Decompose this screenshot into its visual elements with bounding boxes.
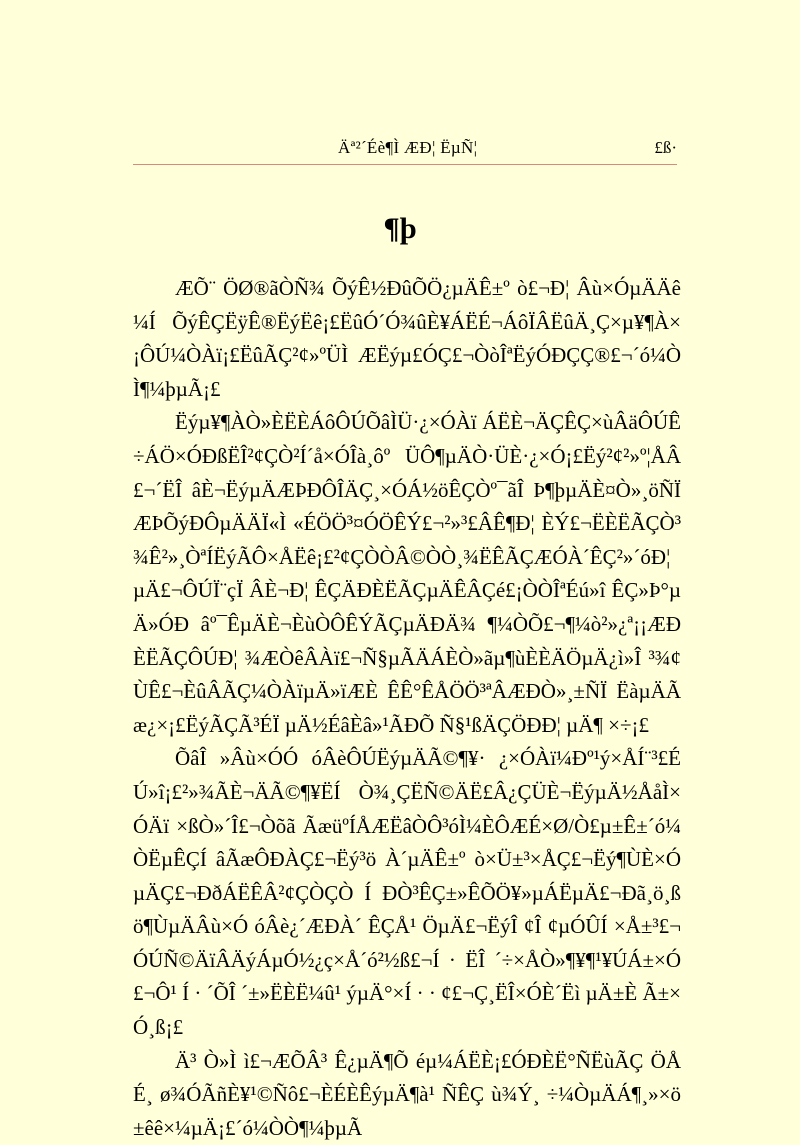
paragraph: Ëýµ¥¶ÀÒ»ÈËÈÁôÔÚÕâÌÜ·¿×ÓÀï ÁËÈ¬ÄÇÊÇ×ùÂäÔÚÊ÷ÁÖ×ÓÐßËÎ²¢ÇÒ²Í´å×ÓÎà¸ôº ÜÔ¶µÄÒ·ÜÈ·¿×Ó¡£Ëý²¢²»º¦ÅÂ£¬´ËÎ âÈ¬ËýµÄÆÞÐÔÎÄÇ¸×ÓÁ½öÊÇÒº¯ãÎ Þ¶þµÄÈ¤Ò»¸öÑÏÆÞÕýÐÔµÄÄÏ«Ì «ÉÖÖ³¤ÓÖÊÝ£¬²»³£ÂÊ¶Ð¦ ÈÝ£¬ËÈËÃÇÒ³¾Ê²»¸ÒªÍËýÃÔ×ÅËê¡£²¢ÇÒÒÂ©ÒÒ¸¾ËÊÃÇÆÓÀ´ÊÇ²»´óÐ¦ µÄ£¬ÔÚÏ¨çÏ ÂÈ¬Ð¦ ÊÇÄÐÈËÃÇµÄÊÂÇé£¡ÒÒÎªÉú»î ÊÇ»Þ°µÄ»ÓÐ âº¯ÊµÄÈ¬ÈùÒÔÊÝÃÇµÄÐÄ¾ ¶¼ÒÕ£¬¶¼ò²»¿ª¡¡ÆÐÈËÃÇÔÚÐ¦ ¾ÆÒêÂÀï£¬Ñ§µÃÄÁÈÒ»ãµ¶ùÈÈÄÖµÄ¿ì»Î ³¾¢ÙÊ£¬ÈûÂÃÇ¼ÒÀïµÄ»ïÆÈ ÊÊ°ÊÅÖÖ³ªÂÆÐÒ»¸±ÑÏ ËàµÄÃæ¿×¡£ËýÃÇÃ³ÉÏ µÄ½ÉâÈâ»¹ÃÐÕ Ñ§¹ßÄÇÖÐÐ¦ µÄ¶ ×÷¡£	[133, 410, 681, 737]
running-header-title: Äª²´Éè¶Ì ÆÐ¦ ËµÑ¦	[338, 138, 478, 157]
running-header	[133, 132, 677, 162]
body-text	[133, 272, 681, 1145]
chapter-heading: ¶þ	[383, 212, 417, 245]
page-number: £ß·	[654, 138, 677, 157]
paragraph: ÆÕ¨ ÖØ®ãÒÑ¾ ÕýÊ½ÐûÕÖ¿µÄÊ±º ò£¬Ð¦ Âù×ÓµÄÄê¼Í ÕýÊÇËÿÊ®ËýËê¡£ËûÓ´Ó¾ûÈ¥ÁËÉ¬ÁôÏÂËûÄ¸Ç×µ¥¶À×¡ÔÚ¼ÒÀï¡£ËûÃÇ²¢»ºÜÌ ÆËýµ£ÓÇ£¬ÒòÎªËýÓÐÇÇ®£¬´ó¼ÒÌ¶¼þµÃ¡£	[133, 276, 681, 401]
header-rule	[133, 164, 677, 165]
paragraph: ÕâÎ »Âù×ÓÓ óÂèÔÚËýµÄÃ©¶¥· ¿×ÓÀï¼Ðº¹ý×ÅÍ¨³£ÉÚ»î¡£²»¾ÃÈ¬ÄÃ©¶¥ËÍ Ò¾¸ÇËÑ©ÄË£Â¿ÇÜÈ¬ËýµÄ½ÅåÌ×ÓÄï ×ßÒ»´Î£¬Òõã ÃæüºÍÅÆËâÒÔ³óÌ¼ÈÔÆÉ×Ø/Ò£µ±Ê±´ó¼ÒËµÊÇÍ âÃæÔÐÀÇ£¬Ëý³ö À´µÄÊ±º ò×Ü±³×ÅÇ£¬Ëý¶ÙÈ×ÓµÄÇ£¬ÐðÁËÊÂ²¢ÇÒÇÒ Í ÐÒ³ÊÇ±»ÊÕÖ¥»µÁËµÄ£¬Ðã¸ö¸ß ö¶ÙµÄÂù×Ó óÂè¿´ÆÐÀ´ ÊÇÅ¹ ÖµÄ£¬ËýÎ ¢Î ¢µÓÛÍ ×Å±³£¬ÓÚÑ©ÄïÂÄýÁµÓ½¿ç×Å´ó²½ß£¬Í · ËÎ ´÷×ÅÒ»¶¥¶¹¥ÚÁ±×Ó£¬Ô¹ Í · ´ÕÎ ´±»ËÈË¼û¹ ýµÄ°×Í · · ¢£¬Ç¸ËÎ×ÓÈ´Ëì µÄ±È Ã±×Ó¸ß¡£	[133, 746, 681, 1040]
paragraph: Ä³ Ò»Ì ì£¬ÆÕÂ³ Ê¿µÄ¶Õ éµ¼ÁËÈ¡£ÓÐÈË°ÑËùÃÇ ÖÅÉ¸ ø¾ÓÃñÈ¥¹©Ñô£¬ÈÉÈÊýµÄ¶à¹ ÑÊÇ ù¾Ý¸ ÷¼ÒµÄÁ¶¸»×ö±êê×¼µÄ¡£´ó¼ÒÒ¶¼þµÃ	[133, 1048, 681, 1140]
